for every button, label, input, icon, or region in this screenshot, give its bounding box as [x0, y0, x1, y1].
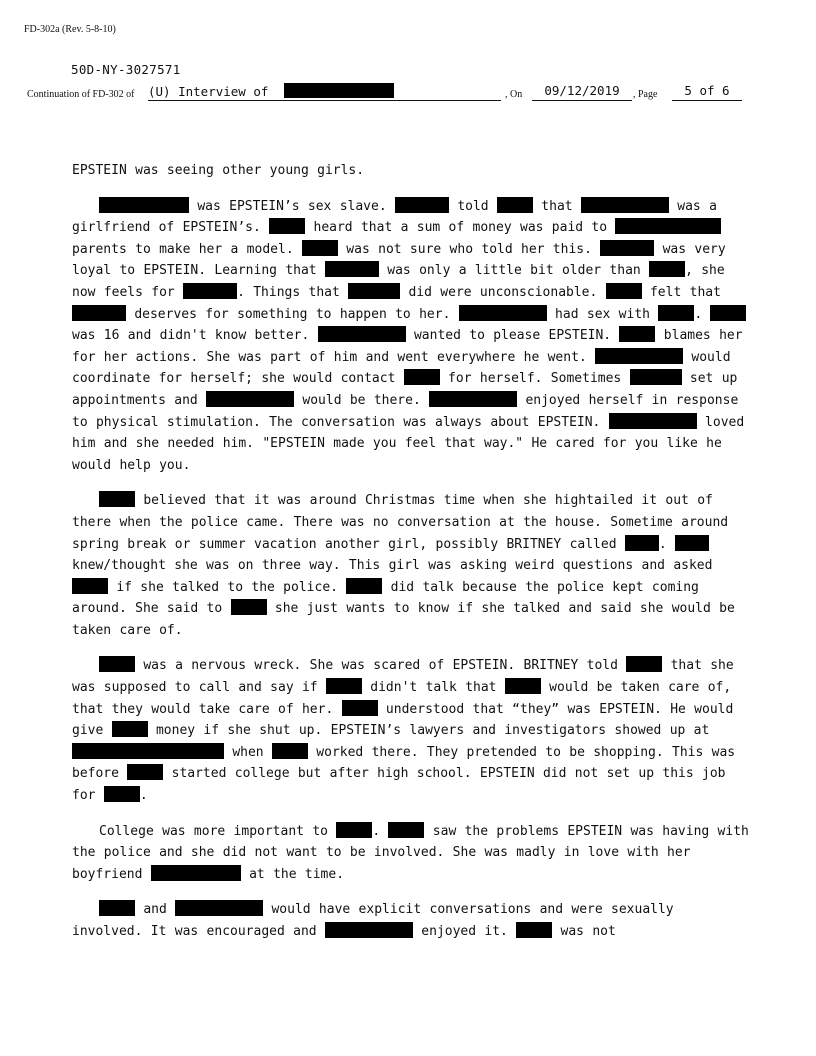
redaction-block — [710, 305, 746, 321]
redaction-block — [395, 197, 449, 213]
paragraph-5 — [72, 821, 752, 886]
text-span: for herself. Sometimes — [439, 371, 630, 387]
redaction-block — [649, 261, 685, 277]
text-span: told — [449, 198, 497, 214]
redaction-block — [346, 578, 382, 594]
paragraph-3 — [72, 490, 752, 641]
redaction-block — [342, 700, 378, 716]
paragraph-1 — [72, 160, 752, 182]
date-field — [532, 83, 632, 101]
text-span: that — [532, 198, 581, 214]
paragraph-4 — [72, 655, 752, 806]
text-span: was 16 and didn't know better. — [72, 328, 318, 344]
redaction-block — [99, 197, 189, 213]
text-span: parents to make her a model. — [72, 241, 302, 257]
text-span: didn't talk that — [361, 680, 505, 696]
redaction-block — [606, 283, 642, 299]
text-span: knew/thought she was on three way. This girl was asking weird questions and asked — [72, 558, 713, 574]
text-span: if she talked to the police. — [108, 579, 347, 595]
redaction-block — [326, 678, 362, 694]
text-span: and — [135, 902, 176, 918]
redaction-block — [272, 743, 308, 759]
redaction-block — [151, 865, 241, 881]
text-span: blames her for her actions. She was part of him and went everywhere he went. — [72, 328, 743, 365]
redaction-block — [99, 656, 135, 672]
redaction-block — [318, 326, 406, 342]
text-span: deserves for something to happen to her. — [126, 306, 459, 322]
redaction-block — [325, 261, 379, 277]
text-span: would be there. — [294, 392, 430, 408]
redaction-block — [609, 413, 697, 429]
text-span: had sex with — [546, 306, 659, 322]
text-span: . Things that — [237, 284, 349, 300]
redaction-block — [72, 743, 224, 759]
text-span: would coordinate for herself; she would contact — [72, 349, 731, 387]
redaction-block — [388, 822, 424, 838]
text-span: was EPSTEIN’s sex slave. — [189, 198, 395, 214]
redaction-block — [675, 535, 709, 551]
redaction-block — [175, 900, 263, 916]
text-span: College was more important to — [99, 823, 337, 839]
redaction-block — [104, 786, 140, 802]
redaction-block — [336, 822, 372, 838]
redaction-block — [183, 283, 237, 299]
continuation-header — [27, 83, 743, 103]
file-number: 50D-NY-3027571 — [71, 62, 181, 77]
redaction-block — [99, 900, 135, 916]
text-span: money if she shut up. EPSTEIN’s lawyers and investigators showed up at — [147, 723, 710, 739]
text-span: was a nervous wreck. She was scared of EPSTEIN. BRITNEY told — [135, 658, 627, 674]
continuation-label: Continuation of FD-302 of — [27, 89, 135, 100]
text-span: understood that “they” was EPSTEIN. He would give — [72, 701, 734, 739]
redaction-block — [459, 305, 547, 321]
redaction-block — [600, 240, 654, 256]
page-label: , Page — [633, 89, 658, 100]
redaction-block — [429, 391, 517, 407]
redaction-block — [404, 369, 440, 385]
text-span: enjoyed herself in response to physical stimulation. The conversation was always about EPSTEIN. — [72, 392, 739, 430]
text-span: heard that a sum of money was paid to — [305, 220, 616, 236]
redaction-block — [497, 197, 533, 213]
redaction-block — [615, 218, 721, 234]
text-span: when — [224, 744, 272, 760]
redaction-block — [99, 491, 135, 507]
text-span: believed that it was around Christmas time when she hightailed it out of there when the police came. There was no conversation at the house. Sometime around spring break or summer vacation another girl, possibly BRITNEY called — [72, 493, 729, 552]
redaction-block — [127, 764, 163, 780]
redaction-block — [302, 240, 338, 256]
redaction-block — [658, 305, 694, 321]
redaction-block — [595, 348, 683, 364]
page-field — [672, 83, 742, 101]
text-span: was only a little bit older than — [378, 263, 650, 279]
text-span: saw the problems EPSTEIN was having with the police and she did not want to be involved. She was madly in love with her boyfriend — [72, 823, 749, 882]
redaction-block — [348, 283, 400, 299]
redaction-block — [619, 326, 655, 342]
redaction-block — [112, 721, 148, 737]
text-span: that she was supposed to call and say if — [72, 658, 734, 696]
redaction-block — [581, 197, 669, 213]
subject-text: (U) Interview of — [148, 84, 269, 99]
text-span: would be taken care of, that they would take care of her. — [72, 680, 732, 717]
text-span: set up appointments and — [72, 371, 738, 408]
redaction-block — [72, 578, 108, 594]
redaction-block — [630, 369, 682, 385]
text-span: . — [694, 306, 711, 322]
redaction-block — [325, 922, 413, 938]
paragraph-6 — [72, 899, 752, 942]
text-span: . — [139, 788, 148, 804]
redaction-block — [626, 656, 662, 672]
text-span: was not sure who told her this. — [337, 241, 601, 257]
text-span: enjoyed it. — [412, 924, 517, 939]
paragraph-2 — [72, 196, 752, 477]
redaction-block — [516, 922, 552, 938]
text-span: did were unconscionable. — [400, 284, 606, 300]
subject-field — [148, 83, 501, 101]
redaction-block — [72, 305, 126, 321]
form-identifier: FD-302a (Rev. 5-8-10) — [24, 24, 116, 35]
redaction-block — [284, 83, 394, 98]
page-text: 5 of 6 — [684, 83, 730, 98]
text-span: loved him and she needed him. "EPSTEIN made you feel that way." He cared for you like he would help you. — [72, 414, 745, 473]
text-span: was very loyal to EPSTEIN. Learning that — [72, 241, 726, 279]
text-span: . — [658, 536, 676, 552]
text-span: EPSTEIN was seeing other young girls. — [72, 163, 365, 178]
text-span: . — [372, 823, 389, 839]
text-span: was a girlfriend of EPSTEIN’s. — [72, 198, 717, 236]
document-body — [72, 160, 752, 957]
text-span: would have explicit conversations and were sexually involved. It was encouraged and — [72, 902, 674, 939]
text-span: started college but after high school. EPSTEIN did not set up this job for — [72, 766, 726, 804]
text-span: was not — [552, 924, 616, 939]
redaction-block — [269, 218, 305, 234]
redaction-block — [206, 391, 294, 407]
date-text: 09/12/2019 — [544, 83, 620, 98]
text-span: did talk because the police kept coming around. She said to — [72, 579, 699, 617]
on-label: , On — [505, 89, 523, 100]
redaction-block — [625, 535, 659, 551]
text-span: worked there. They pretended to be shopping. This was before — [72, 744, 736, 782]
redaction-block — [505, 678, 541, 694]
text-span: felt that — [641, 284, 721, 300]
text-span: she just wants to know if she talked and said she would be taken care of. — [72, 601, 735, 638]
text-span: , she now feels for — [72, 263, 725, 300]
text-span: wanted to please EPSTEIN. — [405, 328, 620, 344]
text-span: at the time. — [240, 866, 345, 882]
redaction-block — [231, 599, 267, 615]
